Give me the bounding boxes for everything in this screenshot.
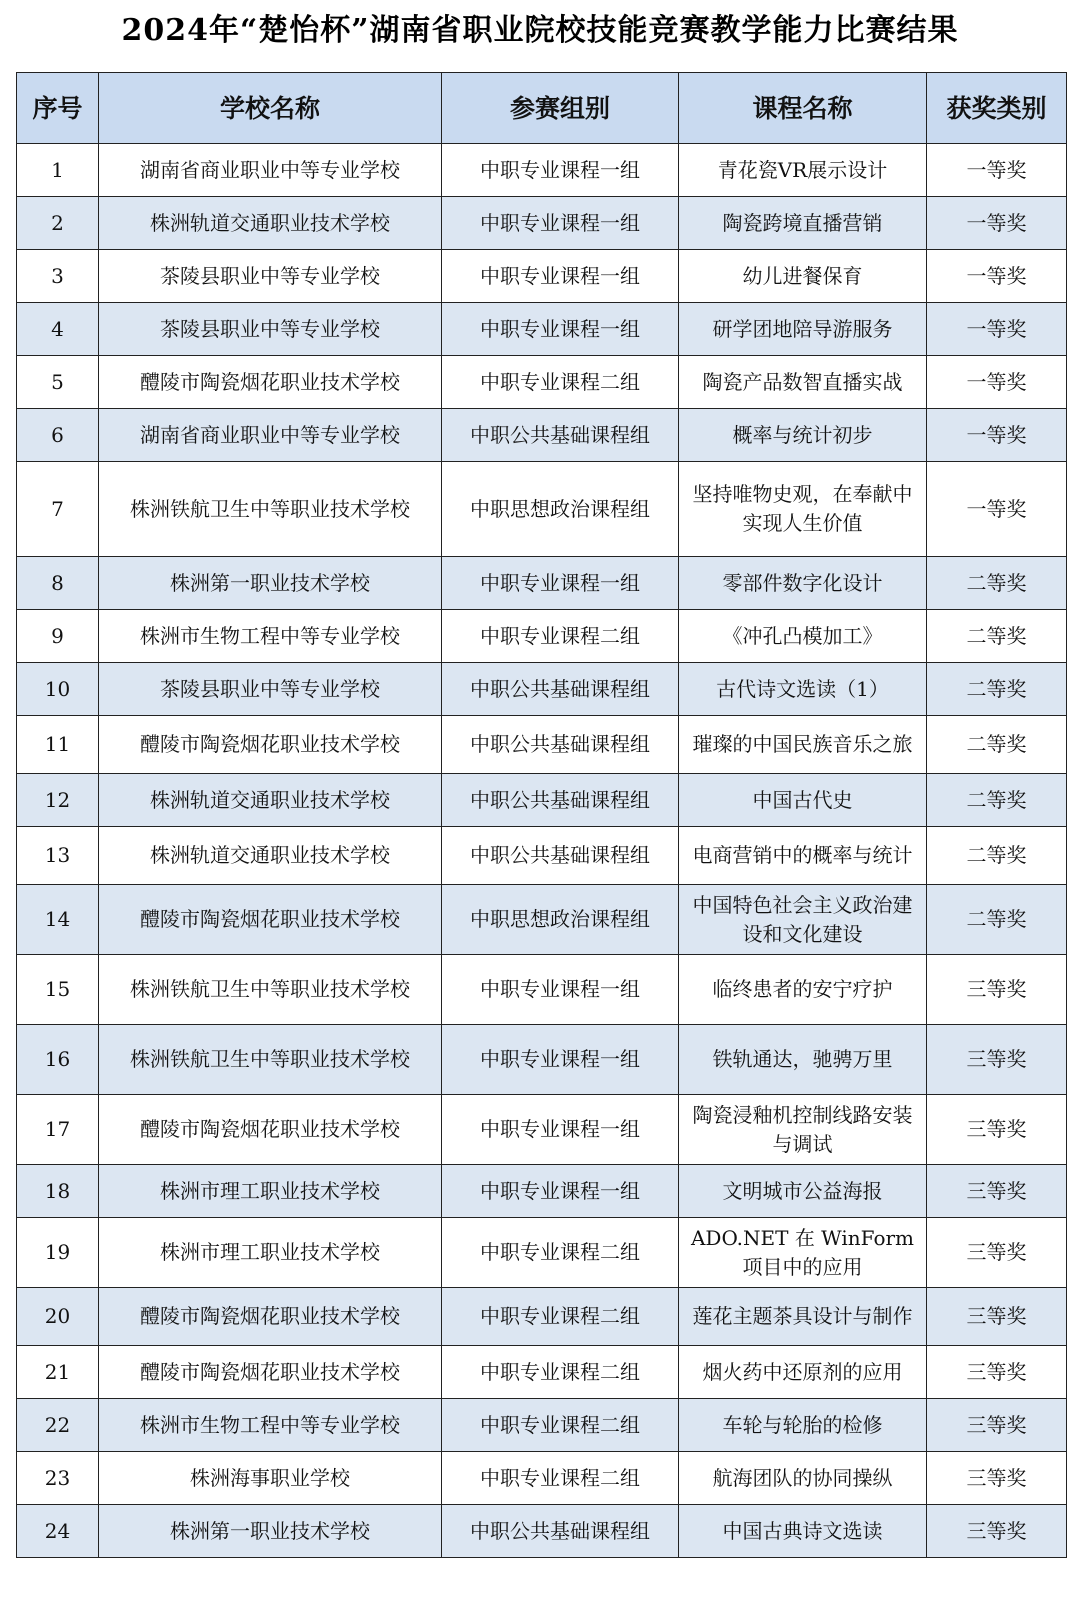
cell-award: 一等奖 (927, 356, 1067, 409)
cell-course: 研学团地陪导游服务 (679, 303, 927, 356)
header-index: 序号 (17, 73, 99, 144)
cell-school: 醴陵市陶瓷烟花职业技术学校 (99, 356, 442, 409)
cell-award: 三等奖 (927, 1025, 1067, 1095)
table-row (17, 409, 1067, 462)
header-course: 课程名称 (679, 73, 927, 144)
cell-group: 中职专业课程一组 (442, 303, 679, 356)
cell-school: 茶陵县职业中等专业学校 (99, 663, 442, 716)
cell-index: 4 (17, 303, 99, 356)
cell-course: 青花瓷VR展示设计 (679, 144, 927, 197)
cell-course: 陶瓷跨境直播营销 (679, 197, 927, 250)
cell-course: 文明城市公益海报 (679, 1165, 927, 1218)
cell-group: 中职专业课程一组 (442, 557, 679, 610)
cell-award: 三等奖 (927, 1095, 1067, 1165)
table-row (17, 1505, 1067, 1558)
cell-award: 二等奖 (927, 716, 1067, 774)
cell-index: 22 (17, 1399, 99, 1452)
cell-school: 株洲轨道交通职业技术学校 (99, 774, 442, 827)
cell-school: 株洲铁航卫生中等职业技术学校 (99, 462, 442, 557)
table-row (17, 1288, 1067, 1346)
table-header-row (17, 73, 1067, 144)
table-row (17, 1346, 1067, 1399)
cell-award: 二等奖 (927, 610, 1067, 663)
cell-course: 航海团队的协同操纵 (679, 1452, 927, 1505)
cell-group: 中职公共基础课程组 (442, 827, 679, 885)
cell-group: 中职公共基础课程组 (442, 716, 679, 774)
cell-index: 20 (17, 1288, 99, 1346)
cell-group: 中职公共基础课程组 (442, 1505, 679, 1558)
table-row (17, 885, 1067, 955)
cell-course: 车轮与轮胎的检修 (679, 1399, 927, 1452)
cell-course: 概率与统计初步 (679, 409, 927, 462)
table-row (17, 774, 1067, 827)
cell-index: 16 (17, 1025, 99, 1095)
cell-group: 中职专业课程一组 (442, 1095, 679, 1165)
cell-index: 1 (17, 144, 99, 197)
table-row (17, 144, 1067, 197)
cell-school: 株洲市理工职业技术学校 (99, 1165, 442, 1218)
table-row (17, 356, 1067, 409)
cell-award: 一等奖 (927, 303, 1067, 356)
cell-course: 中国特色社会主义政治建设和文化建设 (679, 885, 927, 955)
cell-school: 株洲市生物工程中等专业学校 (99, 610, 442, 663)
cell-group: 中职思想政治课程组 (442, 885, 679, 955)
cell-course: 古代诗文选读（1） (679, 663, 927, 716)
table-row (17, 955, 1067, 1025)
table-row (17, 250, 1067, 303)
cell-award: 三等奖 (927, 1399, 1067, 1452)
cell-award: 一等奖 (927, 409, 1067, 462)
cell-award: 三等奖 (927, 1452, 1067, 1505)
cell-school: 株洲市生物工程中等专业学校 (99, 1399, 442, 1452)
cell-index: 8 (17, 557, 99, 610)
cell-course: 陶瓷浸釉机控制线路安装与调试 (679, 1095, 927, 1165)
cell-course: 《冲孔凸模加工》 (679, 610, 927, 663)
page-title: 2024年“楚怡杯”湖南省职业院校技能竞赛教学能力比赛结果 (121, 13, 959, 48)
table-row (17, 1095, 1067, 1165)
cell-school: 株洲第一职业技术学校 (99, 1505, 442, 1558)
cell-group: 中职专业课程一组 (442, 955, 679, 1025)
cell-award: 二等奖 (927, 827, 1067, 885)
table-row (17, 1165, 1067, 1218)
table-body (17, 144, 1067, 1558)
cell-group: 中职专业课程一组 (442, 250, 679, 303)
cell-index: 17 (17, 1095, 99, 1165)
cell-school: 株洲铁航卫生中等职业技术学校 (99, 955, 442, 1025)
cell-index: 18 (17, 1165, 99, 1218)
cell-course: 铁轨通达，驰骋万里 (679, 1025, 927, 1095)
table-row (17, 1399, 1067, 1452)
cell-group: 中职专业课程二组 (442, 1218, 679, 1288)
cell-index: 21 (17, 1346, 99, 1399)
cell-group: 中职专业课程二组 (442, 1399, 679, 1452)
cell-index: 12 (17, 774, 99, 827)
cell-index: 3 (17, 250, 99, 303)
table-row (17, 1218, 1067, 1288)
header-school: 学校名称 (99, 73, 442, 144)
table-row (17, 610, 1067, 663)
cell-group: 中职专业课程二组 (442, 1346, 679, 1399)
cell-award: 一等奖 (927, 462, 1067, 557)
cell-index: 13 (17, 827, 99, 885)
results-table (16, 72, 1067, 1558)
cell-school: 茶陵县职业中等专业学校 (99, 303, 442, 356)
cell-index: 19 (17, 1218, 99, 1288)
table-row (17, 827, 1067, 885)
cell-index: 9 (17, 610, 99, 663)
table-row (17, 1025, 1067, 1095)
cell-course: 幼儿进餐保育 (679, 250, 927, 303)
cell-school: 湖南省商业职业中等专业学校 (99, 144, 442, 197)
cell-group: 中职公共基础课程组 (442, 663, 679, 716)
table-row (17, 663, 1067, 716)
cell-award: 一等奖 (927, 197, 1067, 250)
cell-school: 湖南省商业职业中等专业学校 (99, 409, 442, 462)
header-group: 参赛组别 (442, 73, 679, 144)
cell-school: 株洲轨道交通职业技术学校 (99, 827, 442, 885)
cell-group: 中职公共基础课程组 (442, 409, 679, 462)
cell-school: 株洲铁航卫生中等职业技术学校 (99, 1025, 442, 1095)
cell-school: 醴陵市陶瓷烟花职业技术学校 (99, 716, 442, 774)
cell-award: 二等奖 (927, 885, 1067, 955)
cell-award: 二等奖 (927, 663, 1067, 716)
cell-award: 三等奖 (927, 1218, 1067, 1288)
cell-course: ADO.NET 在 WinForm 项目中的应用 (679, 1218, 927, 1288)
cell-group: 中职专业课程二组 (442, 1288, 679, 1346)
cell-index: 23 (17, 1452, 99, 1505)
table-row (17, 303, 1067, 356)
table-row (17, 462, 1067, 557)
cell-course: 坚持唯物史观，在奉献中实现人生价值 (679, 462, 927, 557)
cell-index: 7 (17, 462, 99, 557)
cell-group: 中职专业课程一组 (442, 1165, 679, 1218)
cell-school: 醴陵市陶瓷烟花职业技术学校 (99, 885, 442, 955)
cell-award: 三等奖 (927, 1505, 1067, 1558)
cell-school: 株洲海事职业学校 (99, 1452, 442, 1505)
cell-award: 二等奖 (927, 774, 1067, 827)
cell-group: 中职专业课程二组 (442, 356, 679, 409)
cell-award: 三等奖 (927, 1288, 1067, 1346)
header-award: 获奖类别 (927, 73, 1067, 144)
cell-award: 二等奖 (927, 557, 1067, 610)
cell-award: 三等奖 (927, 955, 1067, 1025)
cell-course: 莲花主题茶具设计与制作 (679, 1288, 927, 1346)
cell-school: 株洲轨道交通职业技术学校 (99, 197, 442, 250)
cell-course: 电商营销中的概率与统计 (679, 827, 927, 885)
cell-school: 醴陵市陶瓷烟花职业技术学校 (99, 1095, 442, 1165)
cell-school: 醴陵市陶瓷烟花职业技术学校 (99, 1346, 442, 1399)
cell-group: 中职专业课程二组 (442, 1452, 679, 1505)
cell-school: 茶陵县职业中等专业学校 (99, 250, 442, 303)
cell-group: 中职专业课程一组 (442, 197, 679, 250)
cell-award: 一等奖 (927, 144, 1067, 197)
cell-course: 零部件数字化设计 (679, 557, 927, 610)
cell-course: 璀璨的中国民族音乐之旅 (679, 716, 927, 774)
cell-school: 株洲市理工职业技术学校 (99, 1218, 442, 1288)
cell-group: 中职专业课程一组 (442, 144, 679, 197)
table-row (17, 557, 1067, 610)
cell-course: 中国古代史 (679, 774, 927, 827)
cell-index: 11 (17, 716, 99, 774)
cell-index: 15 (17, 955, 99, 1025)
cell-course: 陶瓷产品数智直播实战 (679, 356, 927, 409)
cell-course: 中国古典诗文选读 (679, 1505, 927, 1558)
cell-index: 2 (17, 197, 99, 250)
cell-award: 一等奖 (927, 250, 1067, 303)
cell-index: 6 (17, 409, 99, 462)
cell-school: 株洲第一职业技术学校 (99, 557, 442, 610)
table-row (17, 197, 1067, 250)
cell-course: 烟火药中还原剂的应用 (679, 1346, 927, 1399)
table-row (17, 1452, 1067, 1505)
cell-group: 中职专业课程一组 (442, 1025, 679, 1095)
table-row (17, 716, 1067, 774)
cell-course: 临终患者的安宁疗护 (679, 955, 927, 1025)
cell-group: 中职思想政治课程组 (442, 462, 679, 557)
cell-index: 24 (17, 1505, 99, 1558)
cell-award: 三等奖 (927, 1165, 1067, 1218)
cell-school: 醴陵市陶瓷烟花职业技术学校 (99, 1288, 442, 1346)
cell-award: 三等奖 (927, 1346, 1067, 1399)
cell-group: 中职专业课程二组 (442, 610, 679, 663)
cell-index: 14 (17, 885, 99, 955)
cell-index: 5 (17, 356, 99, 409)
cell-group: 中职公共基础课程组 (442, 774, 679, 827)
cell-index: 10 (17, 663, 99, 716)
